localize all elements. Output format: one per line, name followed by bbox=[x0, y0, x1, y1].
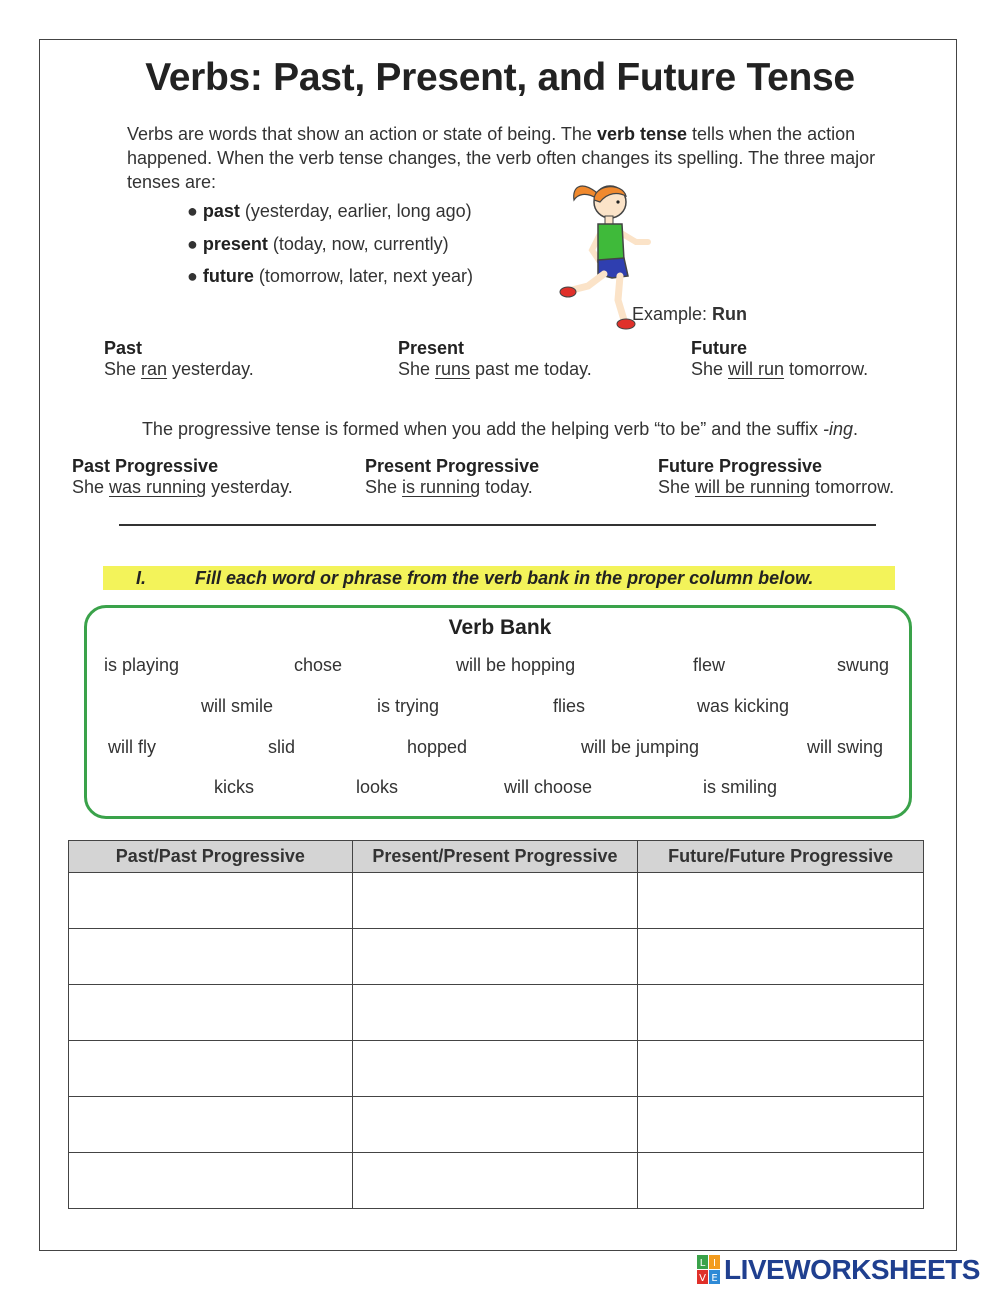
table-row bbox=[69, 985, 924, 1041]
present-progressive-header: Present Progressive bbox=[365, 456, 540, 476]
past-progressive-header: Past Progressive bbox=[72, 456, 219, 476]
verb-bank-word[interactable]: will swing bbox=[807, 737, 884, 757]
example-label: Example: Run bbox=[632, 304, 748, 324]
svg-text:E: E bbox=[711, 1273, 718, 1284]
verb-bank-word[interactable]: will choose bbox=[504, 777, 593, 797]
answer-cell[interactable] bbox=[638, 929, 924, 985]
answer-cell[interactable] bbox=[69, 1097, 353, 1153]
instruction-text: Fill each word or phrase from the verb bank in the proper column below. bbox=[195, 568, 814, 588]
past-progressive-sentence: She was running yesterday. bbox=[72, 477, 293, 497]
verb-bank-word[interactable]: will be hopping bbox=[456, 655, 576, 675]
column-header-past: Past/Past Progressive bbox=[69, 841, 353, 873]
liveworksheets-logo-icon bbox=[697, 1255, 721, 1285]
verb-bank-word[interactable]: flew bbox=[693, 655, 726, 675]
past-example bbox=[104, 338, 254, 380]
page-title: Verbs: Past, Present, and Future Tense bbox=[145, 56, 855, 99]
verb-bank-word[interactable]: will smile bbox=[201, 696, 273, 716]
table-row bbox=[69, 1153, 924, 1209]
svg-text:V: V bbox=[699, 1273, 706, 1284]
table-row bbox=[69, 873, 924, 929]
answer-cell[interactable] bbox=[69, 1041, 353, 1097]
verb-bank-word[interactable]: looks bbox=[356, 777, 399, 797]
answer-cell[interactable] bbox=[352, 929, 638, 985]
future-progressive-header: Future Progressive bbox=[658, 456, 823, 476]
present-header: Present bbox=[398, 338, 465, 358]
answer-cell[interactable] bbox=[352, 1153, 638, 1209]
divider-line bbox=[119, 524, 876, 526]
verb-bank-word[interactable]: will be jumping bbox=[581, 737, 700, 757]
verb-bank-word[interactable]: hopped bbox=[407, 737, 468, 757]
answer-cell[interactable] bbox=[352, 1041, 638, 1097]
answer-cell[interactable] bbox=[352, 873, 638, 929]
liveworksheets-brand[interactable]: LIVEWORKSHEETS bbox=[724, 1254, 980, 1285]
verb-bank-word[interactable]: is trying bbox=[377, 696, 440, 716]
verb-bank-word[interactable]: slid bbox=[268, 737, 296, 757]
answer-cell[interactable] bbox=[69, 873, 353, 929]
past-sentence: She ran yesterday. bbox=[104, 359, 254, 379]
instruction-number: I. bbox=[136, 568, 147, 588]
svg-text:I: I bbox=[713, 1258, 716, 1269]
future-sentence: She will run tomorrow. bbox=[691, 359, 869, 379]
present-progressive-example bbox=[365, 456, 539, 498]
answer-cell[interactable] bbox=[638, 1097, 924, 1153]
answer-cell[interactable] bbox=[69, 929, 353, 985]
verb-bank-title: Verb Bank bbox=[448, 616, 552, 639]
present-progressive-sentence: She is running today. bbox=[365, 477, 533, 497]
progressive-note: The progressive tense is formed when you add the helping verb “to be” and the suffix -ing. bbox=[141, 419, 859, 439]
present-sentence: She runs past me today. bbox=[398, 359, 592, 379]
bullet-present: ● present (today, now, currently) bbox=[187, 234, 449, 254]
instruction-banner bbox=[103, 566, 895, 590]
answer-cell[interactable] bbox=[638, 985, 924, 1041]
verb-bank-word[interactable]: was kicking bbox=[697, 696, 790, 716]
answer-cell[interactable] bbox=[352, 985, 638, 1041]
future-progressive-sentence: She will be running tomorrow. bbox=[658, 477, 895, 497]
answer-cell[interactable] bbox=[352, 1097, 638, 1153]
answer-cell[interactable] bbox=[638, 1153, 924, 1209]
column-header-present: Present/Present Progressive bbox=[352, 841, 638, 873]
intro-paragraph: Verbs are words that show an action or state of being. The verb tense tells when the action happened. When the verb tense changes, the verb often changes its spelling. The three major tenses are: bbox=[127, 124, 876, 192]
verb-bank-word[interactable]: flies bbox=[553, 696, 586, 716]
answer-cell[interactable] bbox=[638, 1041, 924, 1097]
future-progressive-example bbox=[658, 456, 894, 498]
verb-bank-word[interactable]: will fly bbox=[108, 737, 156, 757]
answer-cell[interactable] bbox=[69, 1153, 353, 1209]
past-header: Past bbox=[104, 338, 143, 358]
verb-bank-word[interactable]: swung bbox=[837, 655, 890, 675]
future-example bbox=[691, 338, 868, 380]
table-row bbox=[69, 1097, 924, 1153]
past-progressive-example bbox=[72, 456, 293, 498]
answer-cell[interactable] bbox=[69, 985, 353, 1041]
bullet-future: ● future (tomorrow, later, next year) bbox=[187, 266, 473, 286]
verb-bank-word[interactable]: chose bbox=[294, 655, 343, 675]
present-example bbox=[398, 338, 592, 380]
future-header: Future bbox=[691, 338, 747, 358]
verb-bank-word[interactable]: kicks bbox=[214, 777, 254, 797]
verb-bank-word[interactable]: is smiling bbox=[703, 777, 778, 797]
table-row bbox=[69, 1041, 924, 1097]
bullet-past: ● past (yesterday, earlier, long ago) bbox=[187, 201, 472, 221]
table-row bbox=[69, 929, 924, 985]
column-header-future: Future/Future Progressive bbox=[638, 841, 924, 873]
svg-text:L: L bbox=[699, 1258, 706, 1269]
verb-bank-word[interactable]: is playing bbox=[104, 655, 180, 675]
answer-table bbox=[68, 840, 924, 1209]
answer-cell[interactable] bbox=[638, 873, 924, 929]
